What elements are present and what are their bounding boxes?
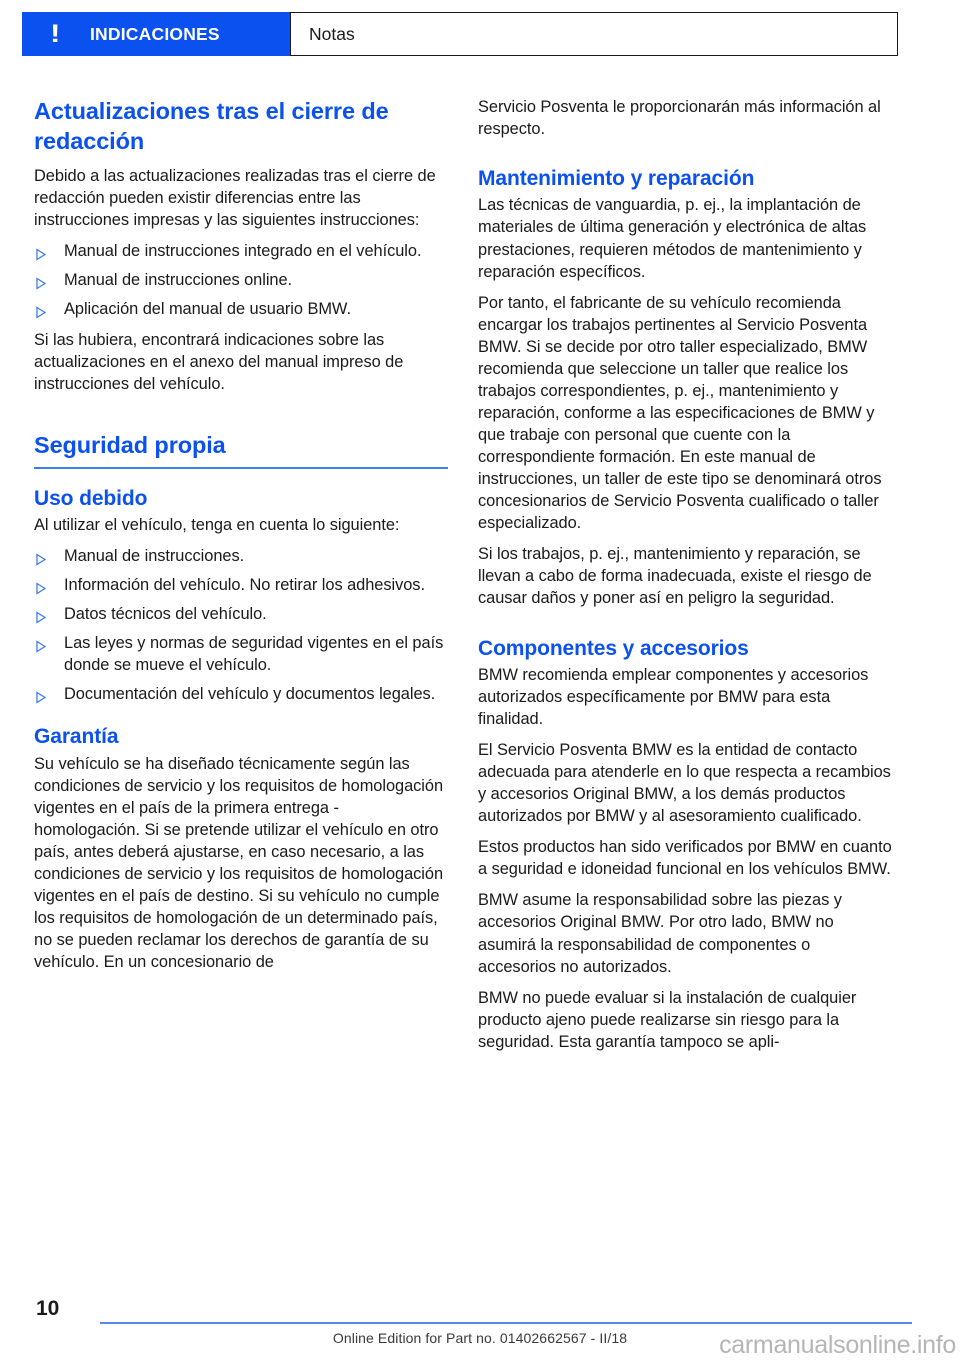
list-item bbox=[34, 632, 448, 676]
triangle-bullet-icon bbox=[35, 688, 47, 701]
triangle-bullet-icon bbox=[35, 637, 47, 650]
paragraph-bmw-no-puede: BMW no puede evaluar si la instalación de cualquier producto ajeno puede realizarse sin riesgo para la seguridad. Esta garantía tampoco se apli- bbox=[478, 988, 857, 1051]
footer-edition-text: Online Edition for Part no. 01402662567 - II/18 bbox=[332, 1330, 628, 1346]
list-item bbox=[34, 603, 448, 625]
paragraph-al-utilizar: Al utilizar el vehículo, tenga en cuenta lo siguiente: bbox=[34, 515, 400, 534]
paragraph-debido: Debido a las actualizaciones realizadas tras el cierre de redacción pueden existir diferencias entre las instrucciones impresas y las siguientes instrucciones: bbox=[34, 166, 436, 229]
spacer bbox=[478, 619, 892, 635]
list-item bbox=[34, 298, 448, 320]
list-item bbox=[34, 574, 448, 596]
triangle-bullet-icon bbox=[35, 274, 47, 287]
exclamation-icon: ! bbox=[50, 19, 61, 48]
page-number: 10 bbox=[36, 1297, 60, 1320]
tab-notas-label: Notas bbox=[309, 23, 355, 44]
paragraph-bmw-asume: BMW asume la responsabilidad sobre las piezas y accesorios Original BMW. Por otro lado, BMW no asumirá la responsabilidad de componentes o accesorios no autorizados. bbox=[478, 891, 842, 976]
list-item bbox=[34, 240, 448, 262]
triangle-bullet-icon bbox=[35, 579, 47, 592]
heading-actualizaciones: Actualizaciones tras el cierre de redacción bbox=[34, 98, 389, 155]
footer-divider bbox=[100, 1322, 912, 1324]
triangle-bullet-icon bbox=[35, 303, 47, 316]
paragraph-servicio-posventa: Servicio Posventa le proporcionarán más información al respecto. bbox=[478, 98, 881, 139]
list-item bbox=[34, 683, 448, 705]
left-column bbox=[34, 96, 448, 973]
heading-garantia: Garantía bbox=[34, 725, 119, 749]
tab-indicaciones-label: INDICACIONES bbox=[90, 23, 220, 44]
paragraph-si-los-trabajos: Si los trabajos, p. ej., mantenimiento y reparación, se llevan a cabo de forma inadecuada, existe el riesgo de causar daños y poner así en peligro la seguridad. bbox=[478, 545, 872, 608]
paragraph-estos-productos: Estos productos han sido verificados por BMW en cuanto a seguridad e idoneidad funcional en los vehículos BMW. bbox=[478, 838, 892, 879]
heading-uso-debido: Uso debido bbox=[34, 486, 148, 510]
tab-notas[interactable] bbox=[290, 12, 898, 56]
tab-indicaciones[interactable] bbox=[22, 12, 290, 56]
list-item-label: Datos técnicos del vehículo. bbox=[64, 604, 267, 623]
spacer bbox=[34, 404, 448, 430]
paragraph-por-tanto: Por tanto, el fabricante de su vehículo recomienda encargar los trabajos pertinentes al Servicio Posventa BMW. Si se decide por otro taller especializado, BMW recomienda que seleccione un taller que realice los trabajos correspondientes, p. ej., mantenimiento y reparación, conforme a las especificaciones de BMW y que trabaje con personal que cuente con la correspondiente formación. En este manual de instrucciones, un taller de este tipo se denominará otros concesionarios de Servicio Posventa cualificado o taller especializado. bbox=[478, 293, 882, 533]
watermark-text: carmanualsonline.info bbox=[719, 1331, 956, 1359]
paragraph-garantia: Su vehículo se ha diseñado técnicamente según las condiciones de servicio y los requisitos de homologación vigentes en el país de la primera entrega - homologación. Si se pretende utilizar el vehículo en otro país, antes deberá ajustarse, en caso necesario, a las condiciones de servicio y los requisitos de homologación vigentes en el país de destino. Si su vehículo no cumple los requisitos de homologación de un determinado país, no se pueden reclamar los derechos de garantía de su vehículo. En un concesionario de bbox=[34, 754, 444, 972]
list-item-label: Manual de instrucciones online. bbox=[64, 270, 293, 289]
list-item bbox=[34, 269, 448, 291]
page-header bbox=[22, 12, 898, 56]
spacer bbox=[34, 469, 448, 485]
spacer bbox=[34, 714, 448, 723]
bullet-list-manuales bbox=[34, 240, 448, 320]
right-column bbox=[478, 96, 892, 1053]
bullet-list-uso-debido bbox=[34, 545, 448, 705]
spacer bbox=[478, 149, 892, 165]
heading-componentes: Componentes y accesorios bbox=[478, 636, 749, 660]
heading-mantenimiento: Mantenimiento y reparación bbox=[478, 167, 755, 191]
paragraph-si-las-hubiera: Si las hubiera, encontrará indicaciones sobre las actualizaciones en el anexo del manual impreso de instrucciones del vehículo. bbox=[34, 331, 404, 394]
paragraph-tecnicas: Las técnicas de vanguardia, p. ej., la implantación de materiales de última generación y electrónica de altas prestaciones, requieren métodos de mantenimiento y reparación específicos. bbox=[478, 196, 867, 281]
section-heading-seguridad-propia: Seguridad propia bbox=[34, 430, 448, 468]
list-item-label: Manual de instrucciones. bbox=[64, 546, 245, 565]
list-item-label: Manual de instrucciones integrado en el vehículo. bbox=[64, 241, 422, 260]
list-item-label: Información del vehículo. No retirar los adhesivos. bbox=[64, 575, 425, 594]
triangle-bullet-icon bbox=[35, 245, 47, 258]
page-footer bbox=[0, 1292, 960, 1362]
list-item-label: Documentación del vehículo y documentos legales. bbox=[64, 685, 436, 704]
paragraph-bmw-recomienda: BMW recomienda emplear componentes y accesorios autorizados específicamente por BMW para esta finalidad. bbox=[478, 665, 869, 728]
list-item-label: Aplicación del manual de usuario BMW. bbox=[64, 299, 351, 318]
triangle-bullet-icon bbox=[35, 608, 47, 621]
list-item-label: Las leyes y normas de seguridad vigentes en el país donde se mueve el vehículo. bbox=[64, 634, 444, 675]
triangle-bullet-icon bbox=[35, 550, 47, 563]
list-item bbox=[34, 545, 448, 567]
paragraph-el-servicio: El Servicio Posventa BMW es la entidad de contacto adecuada para atenderle en lo que respecta a recambios y accesorios Original BMW, a los demás productos autorizados por BMW y al asesoramiento cualificado. bbox=[478, 741, 891, 826]
